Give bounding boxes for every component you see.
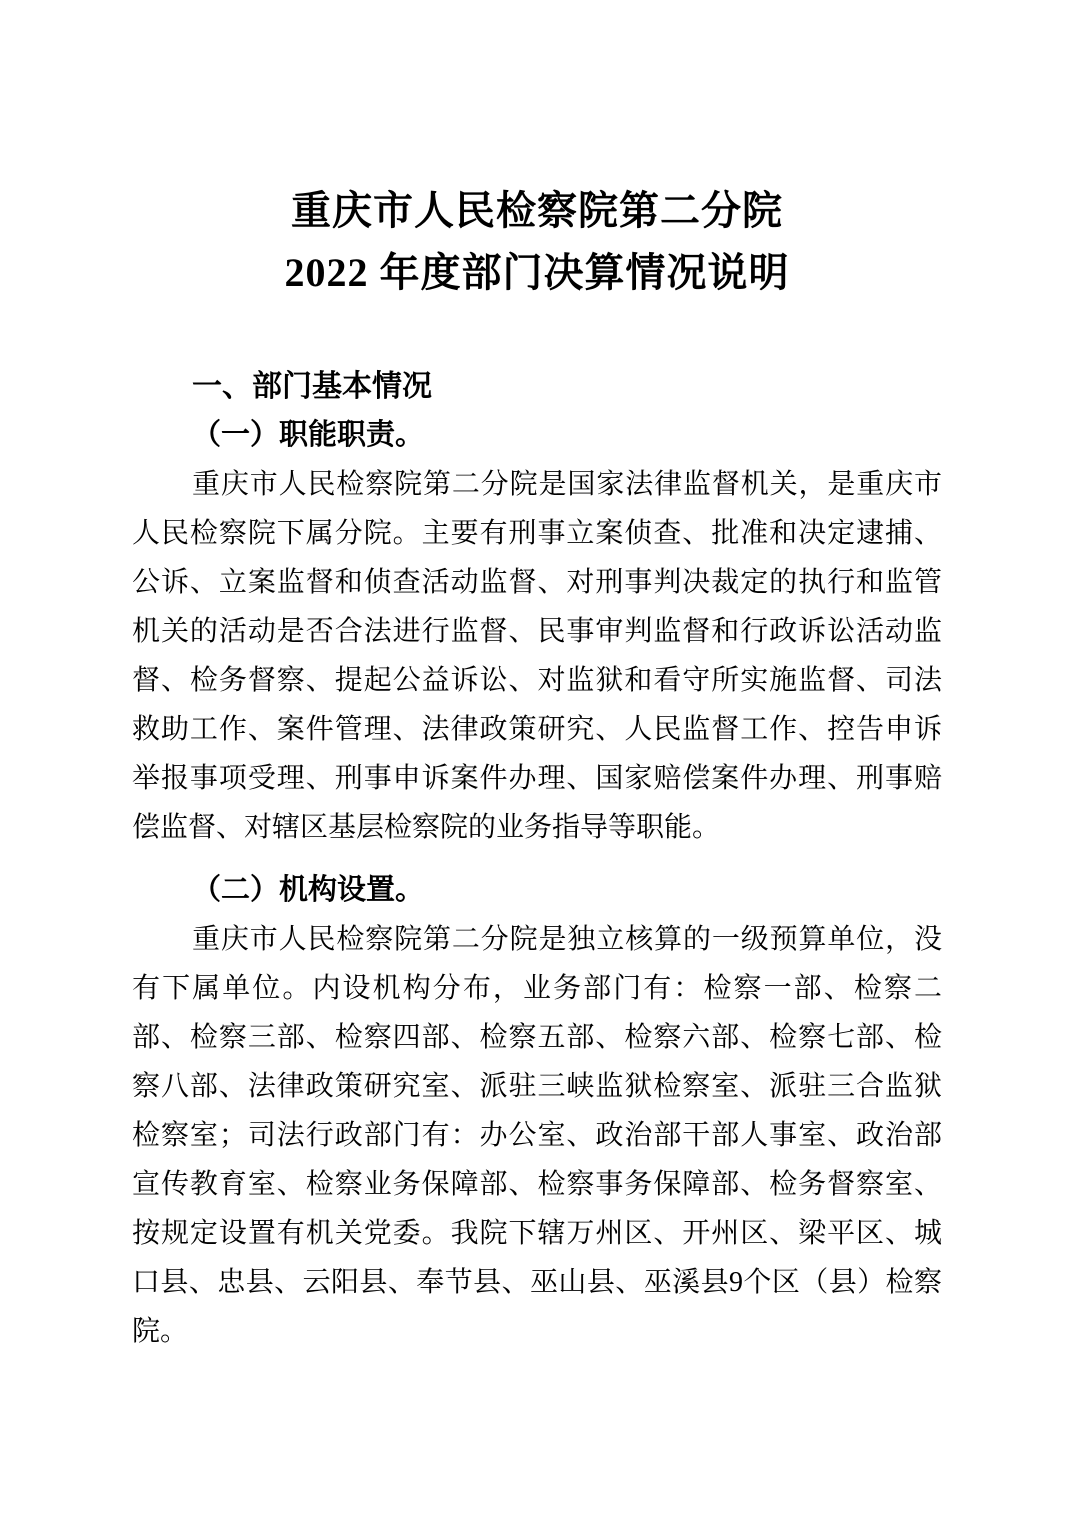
subsection-heading-organization-setup: （二）机构设置。 bbox=[192, 874, 425, 906]
document-title-line-2: 2022 年度部门决算情况说明 bbox=[284, 250, 790, 295]
document-title-line-1: 重庆市人民检察院第二分院 bbox=[291, 188, 783, 233]
paragraph-organization-setup: 重庆市人民检察院第二分院是独立核算的一级预算单位，没有下属单位。内设机构分布，业务部门有：检察一部、检察二部、检察三部、检察四部、检察五部、检察六部、检察七部、检察八部、法律政策研究室、派驻三峡监狱检察室、派驻三合监狱检察室；司法行政部门有：办公室、政治部干部人事室、政治部宣传教育室、检察业务保障部、检察事务保障部、检务督察室、按规定设置有机关党委。我院下辖万州区、开州区、梁平区、城口县、忠县、云阳县、奉节县、巫山县、巫溪县9个区（县）检察院。 bbox=[132, 924, 942, 1347]
section-heading-basic-situation: 一、部门基本情况 bbox=[192, 370, 432, 403]
subsection-heading-functions-duties: （一）职能职责。 bbox=[192, 419, 425, 451]
paragraph-functions-duties: 重庆市人民检察院第二分院是国家法律监督机关，是重庆市人民检察院下属分院。主要有刑事立案侦查、批准和决定逮捕、公诉、立案监督和侦查活动监督、对刑事判决裁定的执行和监管机关的活动是否合法进行监督、民事审判监督和行政诉讼活动监督、检务督察、提起公益诉讼、对监狱和看守所实施监督、司法救助工作、案件管理、法律政策研究、人民监督工作、控告申诉举报事项受理、刑事申诉案件办理、国家赔偿案件办理、刑事赔偿监督、对辖区基层检察院的业务指导等职能。 bbox=[132, 469, 942, 843]
document-title bbox=[132, 180, 942, 304]
